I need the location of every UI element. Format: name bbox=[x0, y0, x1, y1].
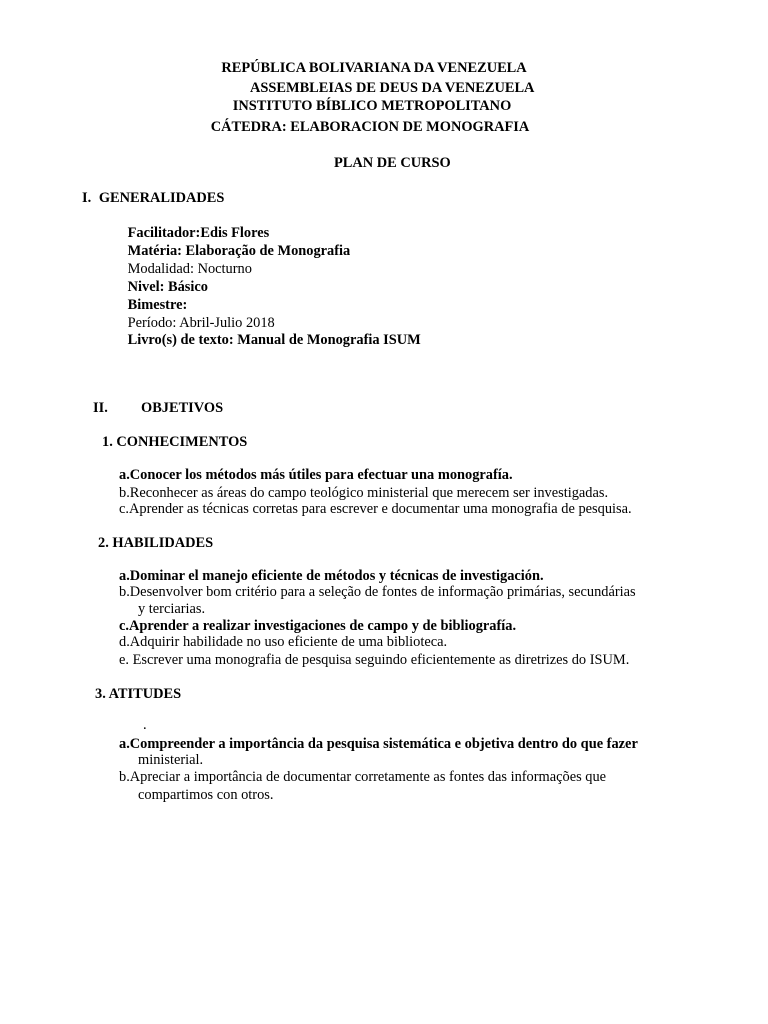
item-value: Elaboração de Monografia bbox=[185, 243, 351, 259]
habilidades-item-c: c.Aprender a realizar investigaciones de campo y de bibliografía. bbox=[119, 618, 517, 634]
plan-title: PLAN DE CURSO bbox=[334, 155, 451, 171]
list-item-periodo bbox=[111, 314, 275, 332]
item-value: Básico bbox=[167, 279, 208, 295]
habilidades-item-b-line2: y terciarias. bbox=[138, 601, 206, 617]
atitudes-item-b-line1: b.Apreciar a importância de documentar corretamente as fontes das informações que bbox=[119, 769, 607, 785]
item-label: Nivel: bbox=[127, 279, 168, 295]
section-1-heading bbox=[82, 189, 224, 207]
item-label: Matéria: bbox=[127, 243, 186, 259]
conhecimentos-item-c: c.Aprender as técnicas corretas para escrever e documentar uma monografia de pesquisa. bbox=[119, 501, 632, 517]
item-value: Nocturno bbox=[197, 261, 252, 277]
stray-dot: . bbox=[143, 717, 147, 733]
section-1-title: GENERALIDADES bbox=[98, 190, 225, 206]
list-item-bimestre bbox=[111, 296, 187, 314]
conhecimentos-item-b: b.Reconhecer as áreas do campo teológico ministerial que merecem ser investigadas. bbox=[119, 485, 609, 501]
list-item-materia bbox=[111, 242, 350, 260]
list-item-nivel bbox=[111, 278, 208, 296]
habilidades-item-d: d.Adquirir habilidade no uso eficiente de uma biblioteca. bbox=[119, 634, 448, 650]
item-label: Livro(s) de texto: bbox=[127, 332, 238, 348]
item-label: Bimestre: bbox=[127, 297, 188, 313]
section-2-number: II. bbox=[93, 400, 108, 416]
habilidades-item-b-line1: b.Desenvolver bom critério para a seleção de fontes de informação primárias, secundárias bbox=[119, 584, 636, 600]
item-label: Modalidad: bbox=[127, 261, 198, 277]
item-label: Período: bbox=[127, 315, 180, 331]
header-line-2: ASSEMBLEIAS DE DEUS DA VENEZUELA bbox=[250, 80, 535, 96]
conhecimentos-item-a: a.Conocer los métodos más útiles para efectuar una monografía. bbox=[119, 467, 513, 483]
atitudes-item-a-line2: ministerial. bbox=[138, 752, 204, 768]
subsection-conhecimentos-title: 1. CONHECIMENTOS bbox=[102, 434, 248, 450]
item-value: Manual de Monografia ISUM bbox=[237, 332, 421, 348]
list-item-modalidad bbox=[111, 260, 252, 278]
item-value: Edis Flores bbox=[200, 225, 270, 241]
item-value: Abril-Julio 2018 bbox=[179, 315, 275, 331]
header-line-1: REPÚBLICA BOLIVARIANA DA VENEZUELA bbox=[221, 60, 527, 76]
section-2-title: OBJETIVOS bbox=[141, 400, 224, 416]
habilidades-item-a: a.Dominar el manejo eficiente de métodos y técnicas de investigación. bbox=[119, 568, 544, 584]
list-item-facilitador bbox=[111, 224, 269, 242]
section-1-number: I. bbox=[82, 190, 92, 206]
habilidades-item-e: e. Escrever uma monografia de pesquisa seguindo eficientemente as diretrizes do ISUM. bbox=[119, 652, 630, 668]
header-line-4: CÁTEDRA: ELABORACION DE MONOGRAFIA bbox=[210, 119, 530, 135]
header-line-3: INSTITUTO BÍBLICO METROPOLITANO bbox=[232, 98, 512, 114]
item-label: Facilitador: bbox=[127, 225, 201, 241]
subsection-atitudes-title: 3. ATITUDES bbox=[95, 686, 182, 702]
atitudes-item-a-line1: a.Compreender a importância da pesquisa sistemática e objetiva dentro do que fazer bbox=[119, 736, 638, 752]
subsection-habilidades-title: 2. HABILIDADES bbox=[98, 535, 214, 551]
list-item-livro bbox=[111, 331, 421, 349]
atitudes-item-b-line2: compartimos con otros. bbox=[138, 787, 274, 803]
